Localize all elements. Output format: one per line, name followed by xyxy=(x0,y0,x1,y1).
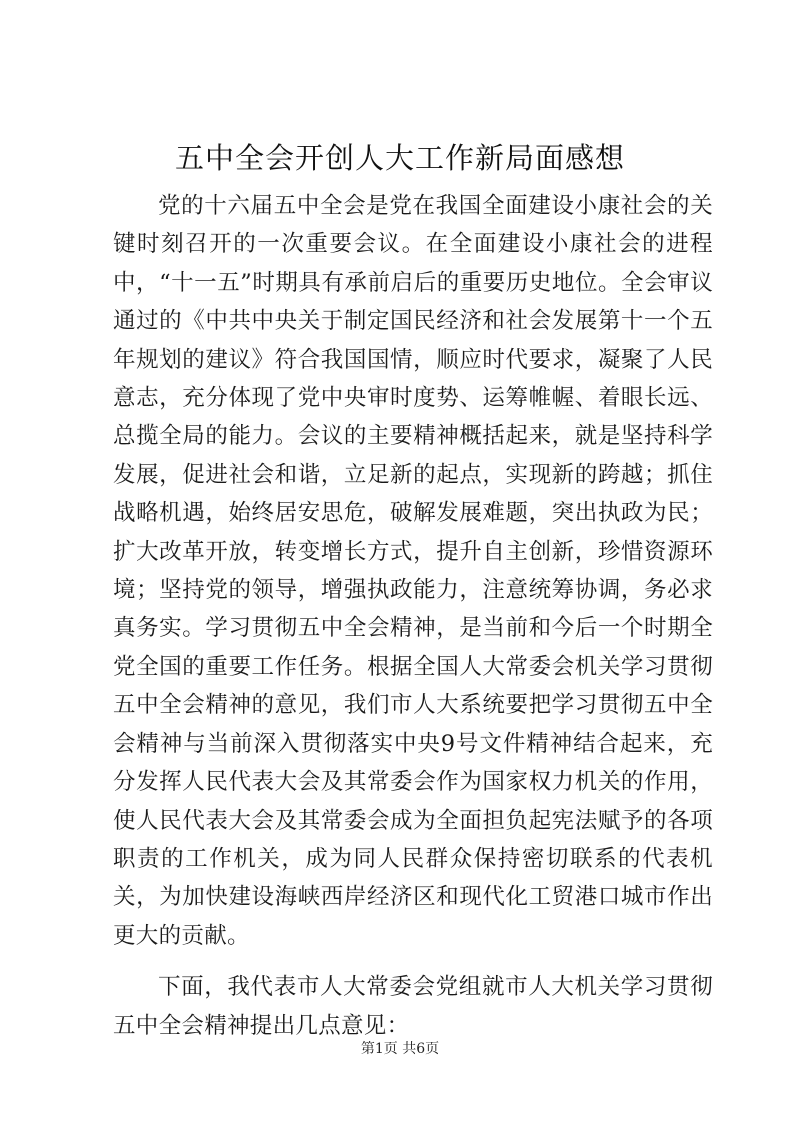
page-number-footer: 第1页 共6页 xyxy=(360,1041,440,1057)
paragraph-1: 党的十六届五中全会是党在我国全面建设小康社会的关键时刻召开的一次重要会议。在全面建设小康社会的进程中，“十一五”时期具有承前启后的重要历史地位。全会审议通过的《中共中央关于制定国民经济和社会发展第十一个五年规划的建议》符合我国国情，顺应时代要求，凝聚了人民意志，充分体现了党中央审时度势、运筹帷幄、着眼长远、总揽全局的能力。会议的主要精神概括起来，就是坚持科学发展，促进社会和谐，立足新的起点，实现新的跨越；抓住战略机遇，始终居安思危，破解发展难题，突出执政为民；扩大改革开放，转变增长方式，提升自主创新，珍惜资源环境；坚持党的领导，增强执政能力，注意统筹协调，务必求真务实。学习贯彻五中全会精神，是当前和今后一个时期全党全国的重要工作任务。根据全国人大常委会机关学习贯彻五中全会精神的意见，我们市人大系统要把学习贯彻五中全会精神与当前深入贯彻落实中央9号文件精神结合起来，充分发挥人民代表大会及其常委会作为国家权力机关的作用，使人民代表大会及其常委会成为全面担负起宪法赋予的各项职责的工作机关，成为同人民群众保持密切联系的代表机关，为加快建设海峡西岸经济区和现代化工贸港口城市作出更大的贡献。 xyxy=(113,193,713,949)
paragraph-2: 下面，我代表市人大常委会党组就市人大机关学习贯彻五中全会精神提出几点意见： xyxy=(113,974,713,1039)
document-body xyxy=(113,187,713,1045)
document-title: 五中全会开创人大工作新局面感想 xyxy=(174,141,625,175)
